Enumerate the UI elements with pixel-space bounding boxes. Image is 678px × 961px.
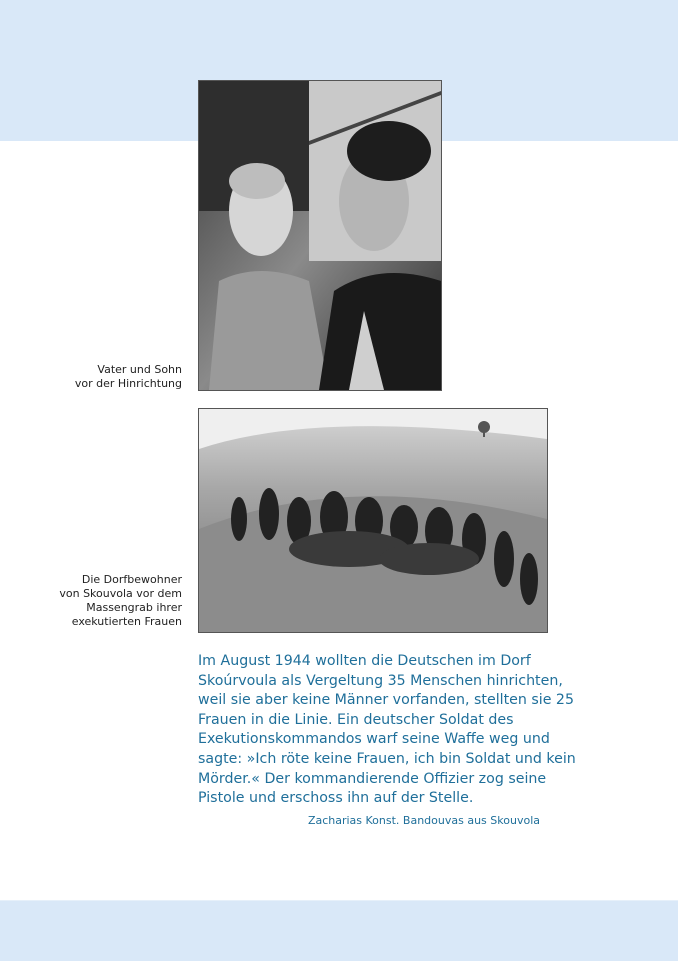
quote-line: Mörder.« Der kommandierende Offizier zog seine xyxy=(198,770,547,787)
father-and-son-photo xyxy=(198,80,442,391)
photo-caption-villagers xyxy=(40,573,182,629)
quote-line: Exekutionskommandos warf seine Waffe weg und xyxy=(198,731,550,748)
bottom-color-band xyxy=(0,900,678,961)
quote-line: Frauen in die Linie. Ein deutscher Soldat des xyxy=(198,711,514,728)
photo-caption-father-son xyxy=(40,363,182,391)
caption-line: exekutierten Frauen xyxy=(71,615,182,628)
quote-attribution: Zacharias Konst. Bandouvas aus Skouvola xyxy=(307,814,540,827)
quote-line: sagte: »Ich röte keine Frauen, ich bin Soldat und kein xyxy=(198,750,576,767)
quote-paragraph xyxy=(198,652,576,809)
caption-line: vor der Hinrichtung xyxy=(74,377,182,390)
quote-line: Im August 1944 wollten die Deutschen im Dorf xyxy=(198,653,531,669)
caption-line: Massengrab ihrer xyxy=(86,601,182,614)
quote-line: Pistole und erschoss ihn auf der Stelle. xyxy=(198,790,474,807)
quote-line: weil sie aber keine Männer vorfanden, stellten sie 25 xyxy=(198,692,574,709)
villagers-mass-grave-photo xyxy=(198,408,548,633)
villagers-image xyxy=(199,409,547,632)
caption-line: Die Dorfbewohner xyxy=(81,573,182,586)
quote-line: Skoúrvoula als Vergeltung 35 Menschen hinrichten, xyxy=(198,672,563,689)
caption-line: von Skouvola vor dem xyxy=(59,587,182,600)
father-and-son-image xyxy=(199,81,441,390)
caption-line: Vater und Sohn xyxy=(97,363,182,376)
